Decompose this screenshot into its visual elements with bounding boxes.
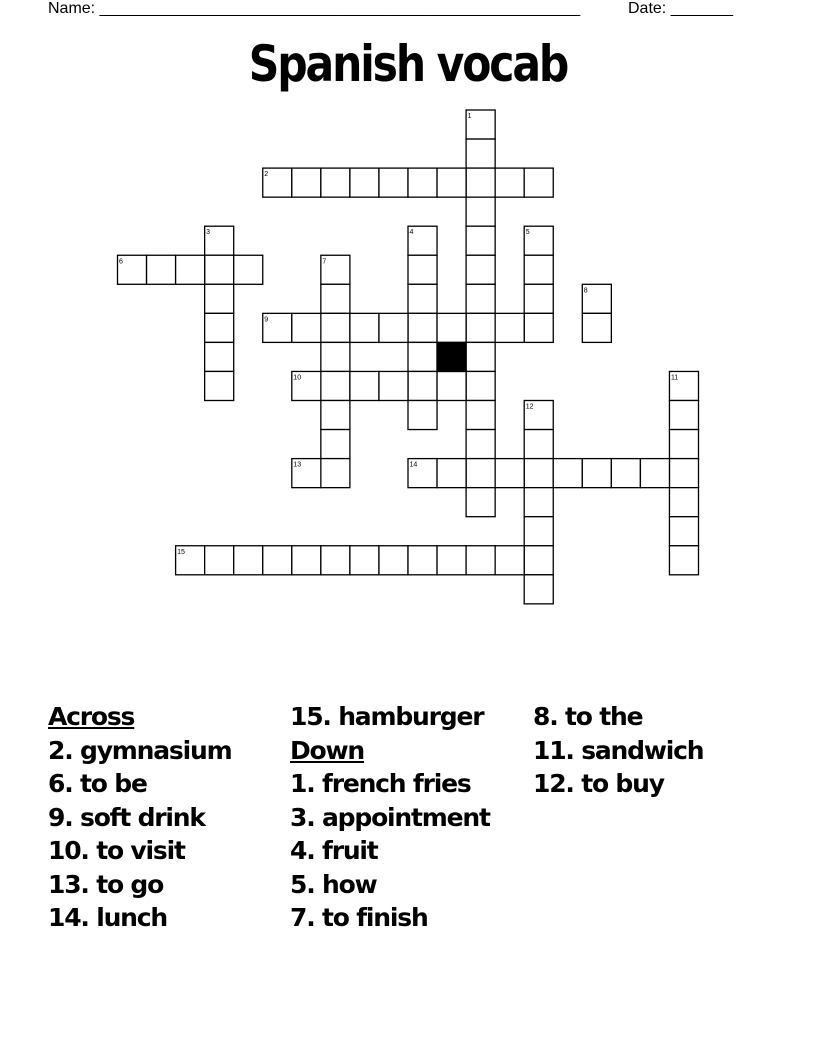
clue-down-11: 11. sandwich xyxy=(533,735,704,765)
clues-column-3 xyxy=(533,700,703,801)
date-field-label[interactable]: Date: _______ xyxy=(628,0,733,17)
grid-cell[interactable] xyxy=(408,546,437,575)
page-title: Spanish vocab xyxy=(248,35,568,93)
grid-cell[interactable] xyxy=(495,546,524,575)
cell-number: 10 xyxy=(293,374,302,382)
grid-cell[interactable] xyxy=(379,313,408,342)
grid-cell[interactable] xyxy=(466,284,495,313)
grid-cell[interactable] xyxy=(350,313,379,342)
clue-across-14: 14. lunch xyxy=(48,903,167,932)
grid-cell[interactable] xyxy=(321,284,350,313)
grid-cell[interactable] xyxy=(176,255,205,284)
grid-cell[interactable] xyxy=(524,284,553,313)
cell-number: 14 xyxy=(409,461,418,469)
cell-number: 4 xyxy=(409,229,414,237)
grid-cell[interactable] xyxy=(408,371,437,400)
grid-cell[interactable] xyxy=(263,546,292,575)
grid-cell[interactable] xyxy=(495,313,524,342)
grid-cell[interactable] xyxy=(205,255,234,284)
grid-cell[interactable] xyxy=(350,168,379,197)
cell-number: 9 xyxy=(264,316,269,324)
grid-cell[interactable] xyxy=(466,401,495,430)
clue-across-10: 10. to visit xyxy=(48,836,185,865)
grid-cell[interactable] xyxy=(582,313,611,342)
cell-number: 1 xyxy=(467,113,472,120)
clue-down-12: 12. to buy xyxy=(533,769,664,798)
grid-cell[interactable] xyxy=(669,430,698,459)
grid-cell[interactable] xyxy=(669,517,698,546)
cell-number: 11 xyxy=(670,374,679,382)
grid-cell[interactable] xyxy=(205,284,234,313)
grid-cell[interactable] xyxy=(466,430,495,459)
across-heading: Across xyxy=(48,702,135,731)
grid-cell[interactable] xyxy=(350,371,379,400)
grid-cell[interactable] xyxy=(582,459,611,488)
grid-cell[interactable] xyxy=(669,546,698,575)
grid-cell[interactable] xyxy=(321,168,350,197)
grid-cell[interactable] xyxy=(640,459,669,488)
grid-cell[interactable] xyxy=(408,342,437,371)
grid-cell[interactable] xyxy=(234,255,263,284)
grid-cell[interactable] xyxy=(669,488,698,517)
cell-number: 13 xyxy=(293,461,302,469)
clues-column-2 xyxy=(290,700,490,935)
grid-cell[interactable] xyxy=(205,342,234,371)
grid-cell[interactable] xyxy=(321,371,350,400)
grid-cell[interactable] xyxy=(524,168,553,197)
clue-down-7: 7. to finish xyxy=(290,903,428,932)
clue-down-1: 1. french fries xyxy=(290,769,471,798)
cell-number: 2 xyxy=(264,171,269,179)
grid-cell[interactable] xyxy=(437,168,466,197)
grid-cell[interactable] xyxy=(205,371,234,400)
grid-cell[interactable] xyxy=(466,459,495,488)
cell-number: 15 xyxy=(177,548,185,556)
grid-cell[interactable] xyxy=(466,197,495,226)
grid-cell[interactable] xyxy=(292,313,321,342)
grid-cell[interactable] xyxy=(205,546,234,575)
grid-cell[interactable] xyxy=(292,168,321,197)
grid-cell[interactable] xyxy=(321,459,350,488)
grid-cell[interactable] xyxy=(524,430,553,459)
grid-cell[interactable] xyxy=(234,546,263,575)
grid-cell[interactable] xyxy=(408,168,437,197)
grid-cell[interactable] xyxy=(321,546,350,575)
grid-cell[interactable] xyxy=(408,313,437,342)
clue-down-4: 4. fruit xyxy=(290,836,378,865)
grid-cell[interactable] xyxy=(408,255,437,284)
grid-cell[interactable] xyxy=(495,459,524,488)
grid-cell[interactable] xyxy=(379,546,408,575)
grid-cell[interactable] xyxy=(524,546,553,575)
grid-cell[interactable] xyxy=(350,546,379,575)
clue-across-9: 9. soft drink xyxy=(48,802,205,832)
grid-cell[interactable] xyxy=(379,371,408,400)
grid-cell[interactable] xyxy=(553,459,582,488)
grid-cell[interactable] xyxy=(466,371,495,400)
grid-cell[interactable] xyxy=(524,313,553,342)
grid-cell[interactable] xyxy=(466,342,495,371)
clue-down-8: 8. to the xyxy=(533,702,643,731)
cell-number: 5 xyxy=(525,229,530,237)
grid-cell[interactable] xyxy=(408,401,437,430)
grid-cell[interactable] xyxy=(437,313,466,342)
grid-cell[interactable] xyxy=(466,168,495,197)
clues-column-1 xyxy=(48,700,231,935)
grid-cell[interactable] xyxy=(466,226,495,255)
grid-cell[interactable] xyxy=(321,430,350,459)
grid-cell[interactable] xyxy=(524,575,553,604)
clue-down-3: 3. appointment xyxy=(290,802,490,832)
grid-cell[interactable] xyxy=(466,313,495,342)
grid-cell[interactable] xyxy=(437,459,466,488)
grid-cell[interactable] xyxy=(524,517,553,546)
cell-number: 7 xyxy=(322,258,327,266)
black-square xyxy=(437,342,466,371)
grid-cell[interactable] xyxy=(466,546,495,575)
clue-across-6: 6. to be xyxy=(48,769,147,798)
grid-cell[interactable] xyxy=(524,255,553,284)
grid-cell[interactable] xyxy=(147,255,176,284)
grid-cell[interactable] xyxy=(379,168,408,197)
grid-cell[interactable] xyxy=(321,401,350,430)
grid-cell[interactable] xyxy=(524,488,553,517)
clue-across-2: 2. gymnasium xyxy=(48,735,232,765)
clue-across-15: 15. hamburger xyxy=(290,702,484,731)
cell-number: 6 xyxy=(119,258,123,266)
grid-cell[interactable] xyxy=(292,546,321,575)
grid-cell[interactable] xyxy=(466,139,495,168)
grid-cell[interactable] xyxy=(524,459,553,488)
grid-cell[interactable] xyxy=(466,488,495,517)
grid-cell[interactable] xyxy=(669,459,698,488)
cell-number: 3 xyxy=(206,229,211,237)
clue-down-5: 5. how xyxy=(290,869,377,899)
cell-number: 8 xyxy=(583,287,588,295)
grid-cell[interactable] xyxy=(408,284,437,313)
grid-cell[interactable] xyxy=(495,168,524,197)
grid-cell[interactable] xyxy=(437,546,466,575)
grid-cell[interactable] xyxy=(669,401,698,430)
grid-cell[interactable] xyxy=(437,371,466,400)
grid-cell[interactable] xyxy=(466,255,495,284)
name-field-label[interactable]: Name: ______________________________________________________ xyxy=(48,0,581,17)
down-heading: Down xyxy=(290,735,365,765)
clue-across-13: 13. to go xyxy=(48,869,164,899)
grid-cell[interactable] xyxy=(205,313,234,342)
grid-cell[interactable] xyxy=(321,313,350,342)
grid-cell[interactable] xyxy=(321,342,350,371)
cell-number: 12 xyxy=(525,403,534,411)
grid-cell[interactable] xyxy=(611,459,640,488)
